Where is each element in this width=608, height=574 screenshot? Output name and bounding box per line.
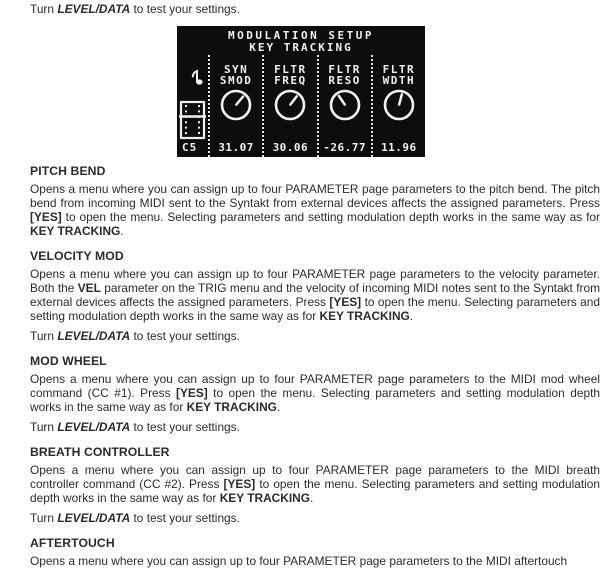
text-run: VEL <box>77 281 101 295</box>
text-run: KEY TRACKING <box>30 224 121 238</box>
text-run: KEY TRACKING <box>319 309 410 323</box>
text-run: [YES] <box>30 210 62 224</box>
lcd-param-column <box>262 55 316 157</box>
text-run: Opens a menu where you can assign up to four PARAMETER page parameters to the pitch bend. The pitch bend from incoming MIDI sent to the Syntakt from external devices affects the assigned parameters. Press <box>30 182 600 210</box>
manual-section <box>30 446 600 525</box>
text-run: to test your settings. <box>130 2 240 16</box>
section-heading: BREATH CONTROLLER <box>30 445 170 459</box>
text-run: . <box>409 309 414 323</box>
text-run: to open the menu. Selecting parameters and setting modulation depth works in the same way as for <box>61 210 600 224</box>
text-run: . <box>120 224 124 238</box>
text-run: . <box>276 400 281 414</box>
lcd-param-name: SYN SMOD <box>219 63 253 87</box>
text-run: [YES] <box>329 295 362 309</box>
section-paragraph <box>30 420 600 434</box>
section-paragraph <box>30 329 600 343</box>
text-run: LEVEL/DATA <box>57 329 131 343</box>
text-run: to test your settings. <box>130 420 240 434</box>
text-run: Opens a menu where you can assign up to four PARAMETER page parameters to the MIDI aftertouch <box>30 554 568 568</box>
knob-icon <box>328 88 362 122</box>
knob-icon <box>382 88 416 122</box>
lcd-columns <box>177 55 425 157</box>
lcd-param-value: 30.06 <box>272 141 309 154</box>
lcd-param-name: FLTR FREQ <box>274 63 307 87</box>
note-icon <box>190 68 204 86</box>
text-run: Turn <box>30 2 58 16</box>
section-paragraph <box>30 463 600 505</box>
lcd-param-name: FLTR RESO <box>328 63 361 87</box>
text-run: [YES] <box>176 386 208 400</box>
text-run: . <box>309 491 314 505</box>
text-run: Opens a menu where you can assign up to four PARAMETER page parameters to the velocity parameter. Both the <box>30 267 600 295</box>
text-run: to test your settings. <box>130 511 240 525</box>
text-run: KEY TRACKING <box>219 491 310 505</box>
lcd-param-column <box>208 55 262 157</box>
text-run: to test your settings. <box>130 329 240 343</box>
text-run: to open the menu. Selecting parameters and setting modulation depth works in the same way as for <box>30 477 600 505</box>
section-paragraph <box>30 267 600 323</box>
text-run: Turn <box>30 511 58 525</box>
lcd-param-column <box>317 55 371 157</box>
lcd-param-value: 31.07 <box>218 141 254 154</box>
text-run: Turn <box>30 329 58 343</box>
text-run: LEVEL/DATA <box>57 2 131 16</box>
keyboard-icon <box>179 100 206 140</box>
lcd-icon-column <box>177 55 208 157</box>
section-heading: MOD WHEEL <box>30 354 107 368</box>
section-heading: PITCH BEND <box>30 164 106 178</box>
text-run: LEVEL/DATA <box>57 511 131 525</box>
section-paragraph <box>30 554 600 568</box>
intro-line <box>30 2 600 16</box>
text-run: to open the menu. Selecting parameters and setting modulation depth works in the same way as for <box>30 386 600 414</box>
section-heading: VELOCITY MOD <box>30 249 124 263</box>
section-paragraph <box>30 511 600 525</box>
lcd-param-column <box>371 55 425 157</box>
lcd-key-tracking-note: C5 <box>182 141 198 154</box>
text-run: Opens a menu where you can assign up to four PARAMETER page parameters to the MIDI breath controller command (CC #2). Press <box>30 463 600 491</box>
section-heading: AFTERTOUCH <box>30 536 115 550</box>
lcd-screen <box>177 26 425 157</box>
knob-icon <box>219 88 253 122</box>
text-run: [YES] <box>223 477 256 491</box>
lcd-param-name: FLTR WDTH <box>382 63 416 87</box>
lcd-title-line2: KEY TRACKING <box>249 41 353 54</box>
sections-container <box>30 159 600 574</box>
text-run: to open the menu. Selecting parameters and setting modulation depth works in the same way as for <box>30 295 600 323</box>
manual-section <box>30 537 600 568</box>
text-run: parameter on the TRIG menu and the velocity of incoming MIDI notes sent to the Syntakt from external devices affects the assigned parameters. Press <box>30 281 600 309</box>
lcd-title <box>177 30 425 54</box>
text-run: Turn <box>30 420 58 434</box>
text-run: Opens a menu where you can assign up to four PARAMETER page parameters to the MIDI mod wheel command (CC #1). Press <box>30 372 600 400</box>
section-paragraph <box>30 182 600 238</box>
text-run: KEY TRACKING <box>186 400 277 414</box>
lcd-param-value: -26.77 <box>323 141 366 154</box>
lcd-param-value: 11.96 <box>381 141 417 154</box>
manual-section <box>30 250 600 343</box>
knob-icon <box>273 88 307 122</box>
text-run: LEVEL/DATA <box>57 420 131 434</box>
manual-section <box>30 355 600 434</box>
lcd-title-line1: MODULATION SETUP <box>228 29 374 42</box>
manual-section <box>30 165 600 238</box>
section-paragraph <box>30 372 600 414</box>
